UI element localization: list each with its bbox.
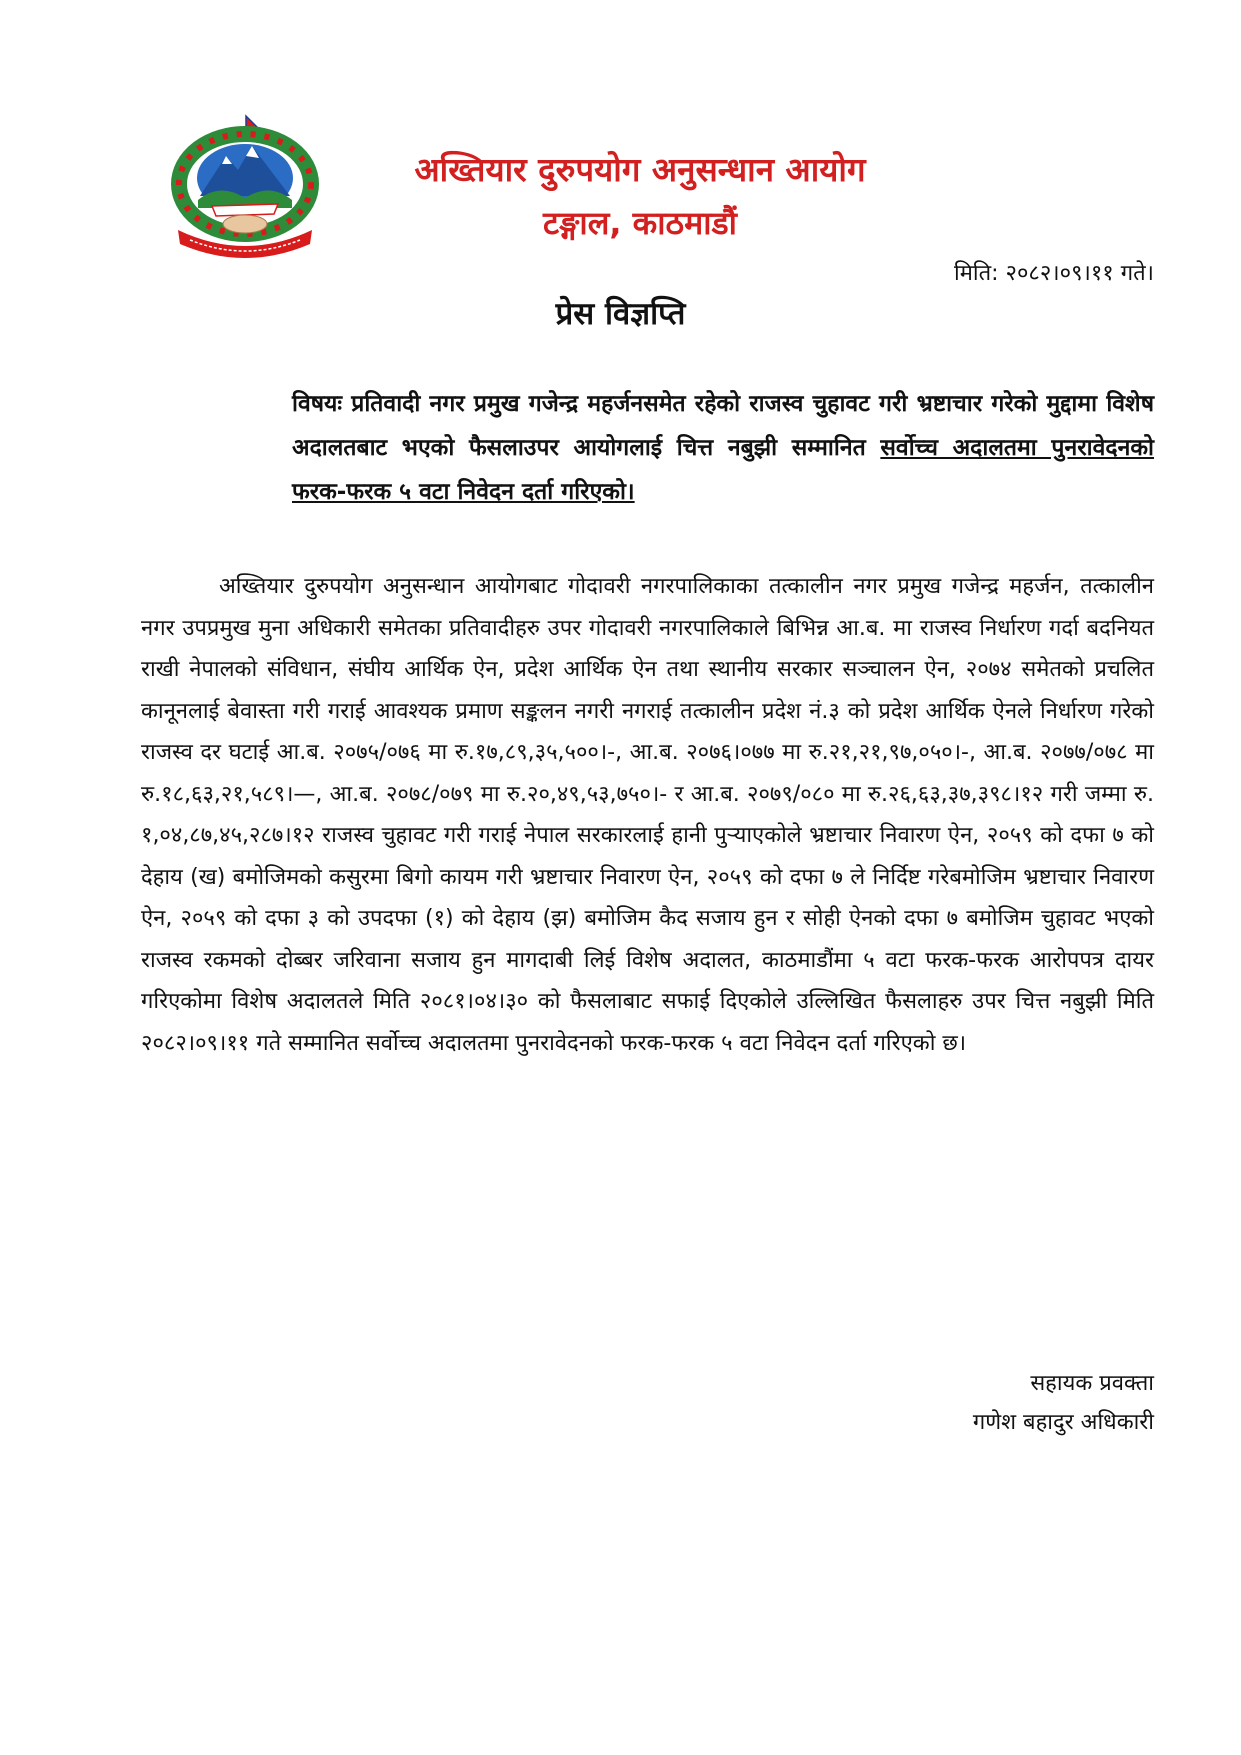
subject-label: विषयः (292, 391, 343, 417)
body-content (141, 566, 1154, 1064)
body-paragraph: अख्तियार दुरुपयोग अनुसन्धान आयोगबाट गोदावरी नगरपालिकाका तत्कालीन नगर प्रमुख गजेन्द्र महर्जन, तत्कालीन नगर उपप्रमुख मुना अधिकारी समेतका प्रतिवादीहरु उपर गोदावरी नगरपालिकाले बिभिन्न आ.ब. मा राजस्व निर्धारण गर्दा बदनियत राखी नेपालको संविधान, संघीय आर्थिक ऐन, प्रदेश आर्थिक ऐन तथा स्थानीय सरकार सञ्चालन ऐन, २०७४ समेतको प्रचलित कानूनलाई बेवास्ता गरी गराई आवश्यक प्रमाण सङ्कलन नगरी नगराई तत्कालीन प्रदेश नं.३ को प्रदेश आर्थिक ऐनले निर्धारण गरेको राजस्व दर घटाई आ.ब. २०७५/०७६ मा रु.१७,८९,३५,५००।-, आ.ब. २०७६।०७७ मा रु.२१,२१,९७,०५०।-, आ.ब. २०७७/०७८ मा रु.१८,६३,२१,५८९।—, आ.ब. २०७८/०७९ मा रु.२०,४९,५३,७५०।- र आ.ब. २०७९/०८० मा रु.२६,६३,३७,३९८।१२ गरी जम्मा रु. १,०४,८७,४५,२८७।१२ राजस्व चुहावट गरी गराई नेपाल सरकारलाई हानी पुऱ्याएकोले भ्रष्टाचार निवारण ऐन, २०५९ को दफा ७ को देहाय (ख) बमोजिमको कसुरमा बिगो कायम गरी भ्रष्टाचार निवारण ऐन, २०५९ को दफा ७ ले निर्दिष्ट गरेबमोजिम भ्रष्टाचार निवारण ऐन, २०५९ को दफा ३ को उपदफा (१) को देहाय (झ) बमोजिम कैद सजाय हुन र सोही ऐनको दफा ७ बमोजिम चुहावट भएको राजस्व रकमको दोब्बर जरिवाना सजाय हुन मागदाबी लिई विशेष अदालत, काठमाडौंमा ५ वटा फरक-फरक आरोपपत्र दायर गरिएकोमा विशेष अदालतले मिति २०८१।०४।३० को फैसलाबाट सफाई दिएकोले उल्लिखित फैसलाहरु उपर चित्त नबुझी मिति २०८२।०९।११ गते सम्मानित सर्वोच्च अदालतमा पुनरावेदनको फरक-फरक ५ वटा निवेदन दर्ता गरिएको छ। (141, 574, 1154, 1056)
organization-name: अख्तियार दुरुपयोग अनुसन्धान आयोग (414, 150, 866, 189)
issue-date: मिति: २०८२।०९।११ गते। (954, 261, 1154, 286)
emblem-icon (160, 112, 330, 260)
subject-text-underlined: सर्वोच्च अदालतमा पुनरावेदनको फरक-फरक ५ वटा निवेदन दर्ता गरिएको। (292, 435, 1154, 505)
organization-location: टङ्गाल, काठमाडौं (543, 204, 737, 242)
subject-text: प्रतिवादी नगर प्रमुख गजेन्द्र महर्जनसमेत रहेको राजस्व चुहावट गरी भ्रष्टाचार गरेको मुद्दामा विशेष अदालतबाट भएको फैसलाउपर आयोगलाई चित्त नबुझी सम्मानित (292, 391, 1154, 461)
signatory-name: गणेश बहादुर अधिकारी (972, 1410, 1154, 1435)
page-title: प्रेस विज्ञप्ति (555, 296, 686, 332)
signatory-designation: सहायक प्रवक्ता (1030, 1371, 1154, 1396)
subject-block (292, 382, 1154, 514)
government-emblem (160, 112, 330, 260)
